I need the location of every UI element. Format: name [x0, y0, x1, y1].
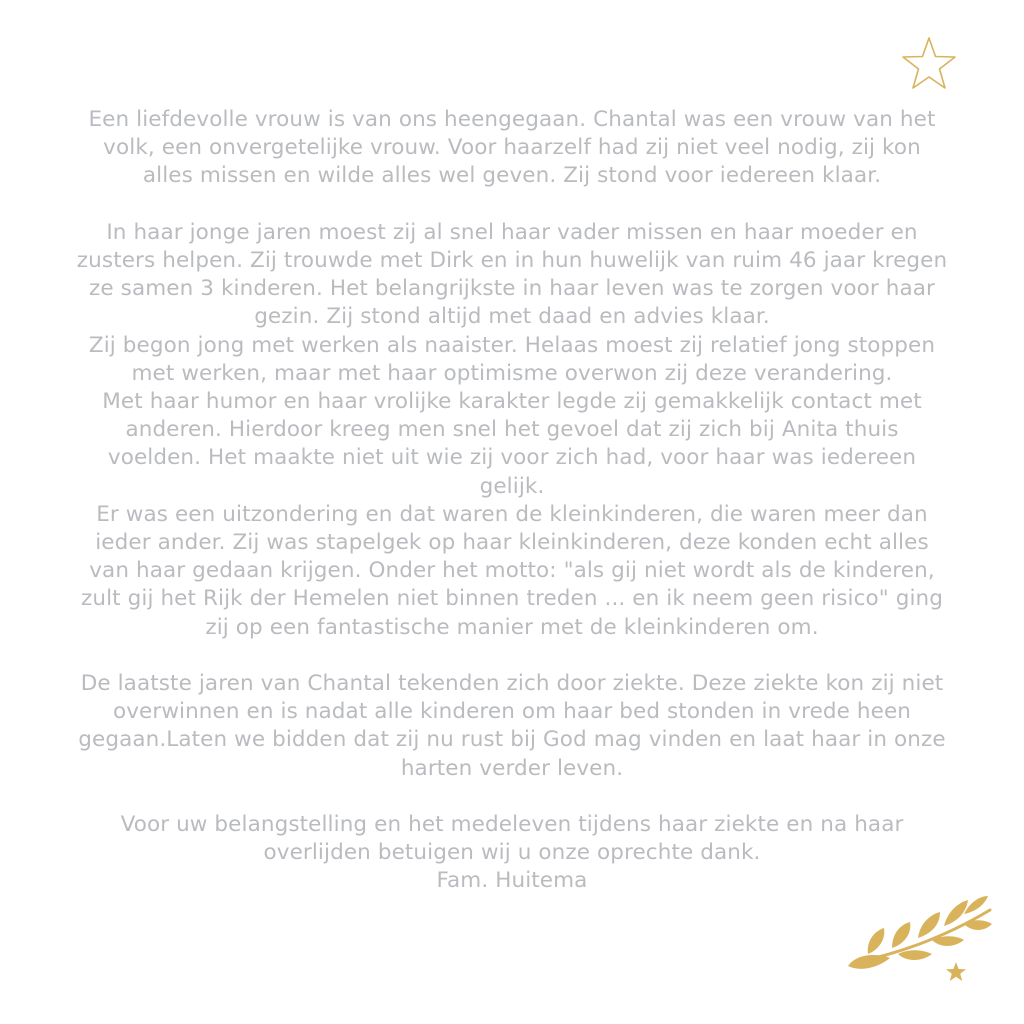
laurel-branch-icon — [840, 892, 1000, 988]
paragraph-intro: Een liefdevolle vrouw is van ons heengegaan. Chantal was een vrouw van het volk, een onvergetelijke vrouw. Voor haarzelf had zij niet veel nodig, zij kon alles missen en wilde alles wel geven. Zij stond voor iedereen klaar. — [88, 107, 936, 189]
paragraph-grandchildren: Er was een uitzondering en dat waren de kleinkinderen, die waren meer dan ieder ander. Zij was stapelgek op haar kleinkinderen, deze konden echt alles van haar gedaan krijgen. Onder het motto: "als gij niet wordt als de kinderen, zult gij het Rijk der Hemelen niet binnen treden ... en ik neem geen risico" ging zij op een fantastische manier met de kleinkinderen om. — [80, 501, 944, 640]
paragraph-humor: Met haar humor en haar vrolijke karakter legde zij gemakkelijk contact met anderen. Hierdoor kreeg men snel het gevoel dat zij zich bij Anita thuis voelden. Het maakte niet uit wie zij voor zich had, voor haar was iedereen gelijk. — [102, 389, 922, 499]
paragraph-gap — [30, 642, 994, 670]
paragraph-gap — [30, 191, 994, 219]
star-outline-icon — [900, 36, 958, 92]
signature: Fam. Huitema — [436, 868, 588, 894]
paragraph-illness: De laatste jaren van Chantal tekenden zich door ziekte. Deze ziekte kon zij niet overwinnen en is nadat alle kinderen om haar bed stonden in vrede heen gegaan.Laten we bidden dat zij nu rust bij God mag vinden en laat haar in onze harten verder leven. — [78, 671, 946, 781]
paragraph-thanks: Voor uw belangstelling en het medeleven tijdens haar ziekte en na haar overlijden betuigen wij u onze oprechte dank. — [120, 812, 904, 866]
paragraph-gap — [30, 783, 994, 811]
paragraph-youth: In haar jonge jaren moest zij al snel haar vader missen en haar moeder en zusters helpen. Zij trouwde met Dirk en in hun huwelijk van ruim 46 jaar kregen ze samen 3 kinderen. Het belangrijkste in haar leven was te zorgen voor haar gezin. Zij stond altijd met daad en advies klaar. — [76, 219, 948, 330]
memorial-text — [30, 106, 994, 896]
paragraph-work: Zij begon jong met werken als naaister. Helaas moest zij relatief jong stoppen met werken, maar met haar optimisme overwon zij deze verandering. — [88, 332, 936, 386]
